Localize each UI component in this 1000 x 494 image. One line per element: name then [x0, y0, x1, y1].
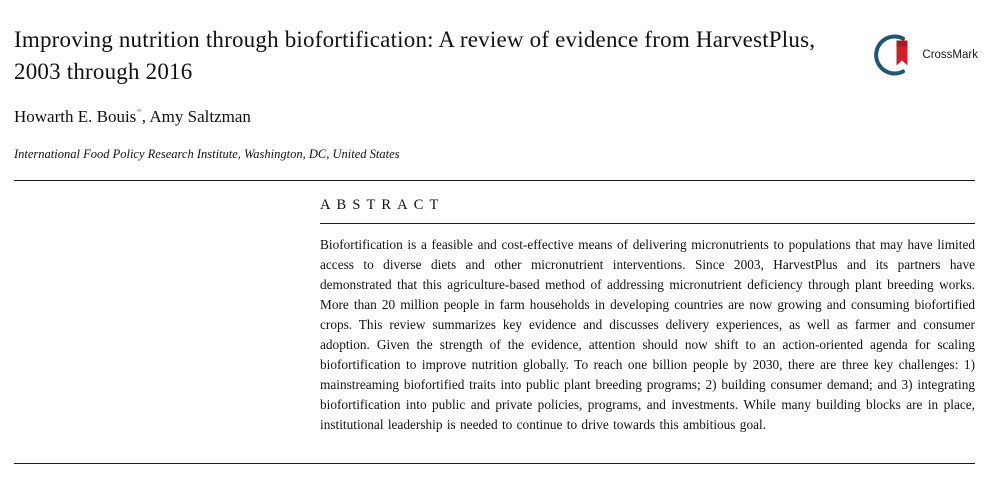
corresponding-author-asterisk[interactable]: *	[136, 106, 142, 119]
header-divider	[14, 180, 975, 181]
crossmark-icon	[872, 32, 918, 78]
author-name: Amy Saltzman	[149, 107, 251, 127]
author-affiliation: International Food Policy Research Institute, Washington, DC, United States	[14, 147, 400, 162]
abstract-divider	[320, 223, 975, 224]
abstract-heading: ABSTRACT	[320, 197, 445, 214]
author-name: Howarth E. Bouis	[14, 107, 137, 127]
abstract-section	[320, 197, 975, 434]
crossmark-badge[interactable]	[872, 32, 978, 78]
crossmark-label: CrossMark	[922, 49, 978, 61]
abstract-text: Biofortification is a feasible and cost-effective means of delivering micronutrients to populations that may have limited access to diverse diets and other micronutrient interventions. Since 2003, HarvestPlus and its partners have demonstrated that this agriculture-based method of addressing micronutrient deficiency through plant breeding works. More than 20 million people in farm households in developing countries are now growing and consuming biofortified crops. This review summarizes key evidence and discusses delivery experiences, as well as farmer and consumer adoption. Given the strength of the evidence, attention should now shift to an action-oriented agenda for scaling biofortification to improve nutrition globally. To reach one billion people by 2030, there are three key challenges: 1) mainstreaming biofortified traits into public plant breeding programs; 2) building consumer demand; and 3) integrating biofortification into public and private policies, programs, and investments. While many building blocks are in place, institutional leadership is needed to continue to drive towards this ambitious goal.	[320, 237, 975, 432]
author-separator: ,	[141, 107, 150, 127]
footer-divider	[14, 463, 975, 464]
paper-title: Improving nutrition through biofortification: A review of evidence from HarvestPlus, 2003 through 2016	[14, 27, 816, 84]
author-list	[14, 107, 975, 127]
